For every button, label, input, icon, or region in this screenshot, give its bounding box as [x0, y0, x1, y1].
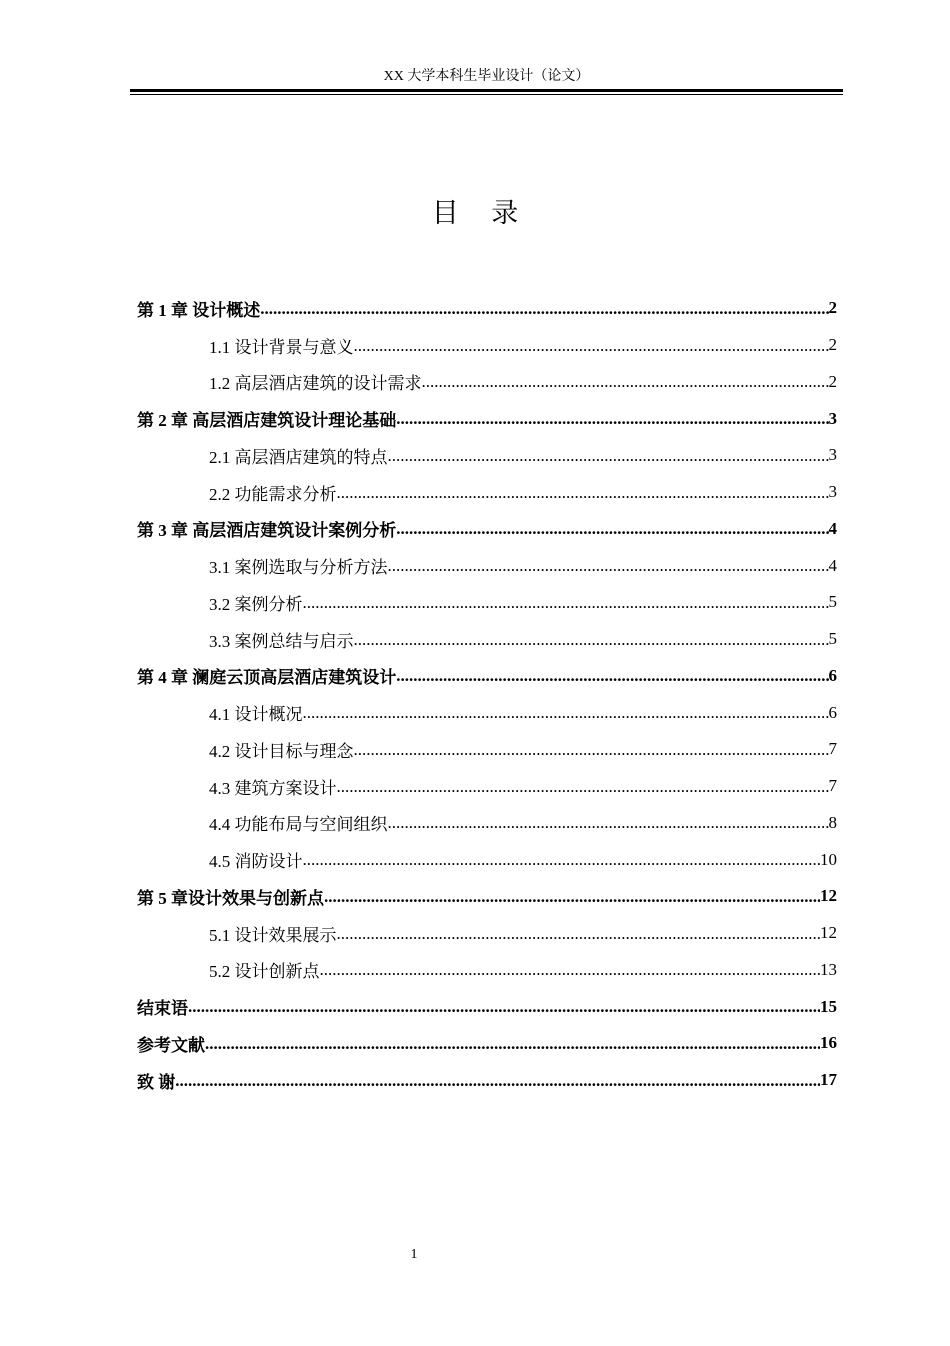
- toc-entry-label: 第 5 章设计效果与创新点: [137, 888, 324, 908]
- page-title: 目 录: [431, 198, 531, 229]
- toc-section-entry[interactable]: [137, 584, 837, 621]
- toc-dot-leader: [188, 996, 820, 1018]
- toc-section-entry[interactable]: [137, 694, 837, 731]
- page-footer: [0, 1247, 828, 1263]
- toc-dot-leader: [422, 371, 829, 393]
- toc-chapter-entry[interactable]: [137, 878, 837, 915]
- toc-entry-label: 结束语: [137, 999, 188, 1019]
- toc-entry-page-number: 12: [820, 923, 837, 943]
- header-rule-thick: [130, 89, 843, 92]
- toc-section-entry[interactable]: [137, 805, 837, 842]
- toc-dot-leader: [354, 629, 829, 651]
- toc-entry-label: 4.4 功能布局与空间组织: [209, 815, 388, 835]
- toc-chapter-entry[interactable]: [137, 1062, 837, 1099]
- toc-entry-label: 4.2 设计目标与理念: [209, 741, 354, 761]
- toc-entry-page-number: 7: [828, 776, 837, 796]
- toc-entry-page-number: 13: [820, 959, 837, 979]
- toc-dot-leader: [388, 812, 829, 834]
- toc-entry-label: 1.2 高层酒店建筑的设计需求: [209, 374, 422, 394]
- toc-entry-label: 4.1 设计概况: [209, 705, 303, 725]
- toc-dot-leader: [388, 555, 829, 577]
- toc-entry-label: 第 4 章 澜庭云顶高层酒店建筑设计: [137, 668, 397, 688]
- toc-entry-page-number: 17: [820, 1070, 837, 1090]
- toc-section-entry[interactable]: [137, 841, 837, 878]
- toc-dot-leader: [175, 1070, 820, 1092]
- toc-entry-page-number: 2: [828, 298, 837, 318]
- toc-entry-label: 参考文献: [137, 1035, 205, 1055]
- toc-entry-label: 3.1 案例选取与分析方法: [209, 558, 388, 578]
- toc-section-entry[interactable]: [137, 547, 837, 584]
- toc-section-entry[interactable]: [137, 474, 837, 511]
- toc-dot-leader: [303, 849, 821, 871]
- toc-entry-label: 5.1 设计效果展示: [209, 925, 337, 945]
- toc-dot-leader: [337, 923, 821, 945]
- toc-entry-page-number: 10: [820, 849, 837, 869]
- toc-section-entry[interactable]: [137, 952, 837, 989]
- toc-dot-leader: [205, 1033, 820, 1055]
- header-text: XX 大学本科生毕业设计（论文）: [383, 69, 590, 84]
- toc-dot-leader: [354, 739, 829, 761]
- toc-entry-label: 5.2 设计创新点: [209, 962, 320, 982]
- toc-dot-leader: [324, 886, 820, 908]
- toc-entry-page-number: 4: [828, 555, 837, 575]
- toc-section-entry[interactable]: [137, 437, 837, 474]
- toc-entry-page-number: 12: [820, 886, 837, 906]
- toc-section-entry[interactable]: [137, 768, 837, 805]
- toc-entry-page-number: 15: [820, 996, 837, 1016]
- toc-section-entry[interactable]: [137, 915, 837, 952]
- toc-entry-page-number: 4: [828, 518, 837, 538]
- toc-dot-leader: [337, 482, 829, 504]
- toc-chapter-entry[interactable]: [137, 658, 837, 695]
- toc-entry-label: 4.3 建筑方案设计: [209, 778, 337, 798]
- toc-entry-page-number: 5: [828, 592, 837, 612]
- toc-dot-leader: [388, 445, 829, 467]
- toc-entry-page-number: 3: [828, 482, 837, 502]
- toc-entry-label: 第 3 章 高层酒店建筑设计案例分析: [137, 521, 397, 541]
- toc-entry-page-number: 2: [828, 371, 837, 391]
- toc-section-entry[interactable]: [137, 621, 837, 658]
- toc-chapter-entry[interactable]: [137, 988, 837, 1025]
- toc-entry-label: 3.3 案例总结与启示: [209, 631, 354, 651]
- toc-entry-page-number: 7: [828, 739, 837, 759]
- toc-entry-label: 2.1 高层酒店建筑的特点: [209, 447, 388, 467]
- toc-dot-leader: [396, 518, 828, 540]
- toc-entry-label: 第 1 章 设计概述: [137, 300, 261, 320]
- toc-dot-leader: [396, 665, 828, 687]
- toc-entry-page-number: 3: [828, 408, 837, 428]
- toc-entry-page-number: 6: [828, 702, 837, 722]
- toc-chapter-entry[interactable]: [137, 511, 837, 548]
- toc-dot-leader: [337, 776, 829, 798]
- toc-section-entry[interactable]: [137, 327, 837, 364]
- toc-entry-page-number: 3: [828, 445, 837, 465]
- toc-dot-leader: [354, 335, 829, 357]
- toc-entry-page-number: 5: [828, 629, 837, 649]
- toc-dot-leader: [303, 592, 829, 614]
- toc-chapter-entry[interactable]: [137, 1025, 837, 1062]
- toc-dot-leader: [320, 959, 821, 981]
- toc-chapter-entry[interactable]: [137, 400, 837, 437]
- toc-dot-leader: [260, 298, 828, 320]
- table-of-contents: [137, 290, 837, 1099]
- toc-entry-label: 1.1 设计背景与意义: [209, 337, 354, 357]
- toc-entry-label: 第 2 章 高层酒店建筑设计理论基础: [137, 411, 397, 431]
- toc-entry-page-number: 6: [828, 665, 837, 685]
- toc-dot-leader: [396, 408, 828, 430]
- toc-entry-page-number: 16: [820, 1033, 837, 1053]
- toc-section-entry[interactable]: [137, 731, 837, 768]
- toc-entry-page-number: 2: [828, 335, 837, 355]
- toc-dot-leader: [303, 702, 829, 724]
- toc-entry-label: 3.2 案例分析: [209, 594, 303, 614]
- header-rule-thin: [130, 94, 843, 95]
- toc-chapter-entry[interactable]: [137, 290, 837, 327]
- toc-entry-label: 4.5 消防设计: [209, 852, 303, 872]
- toc-entry-label: 2.2 功能需求分析: [209, 484, 337, 504]
- page-number: 1: [410, 1247, 418, 1262]
- toc-section-entry[interactable]: [137, 364, 837, 401]
- page-header: [130, 68, 843, 86]
- toc-entry-page-number: 8: [828, 812, 837, 832]
- toc-entry-label: 致 谢: [137, 1072, 176, 1092]
